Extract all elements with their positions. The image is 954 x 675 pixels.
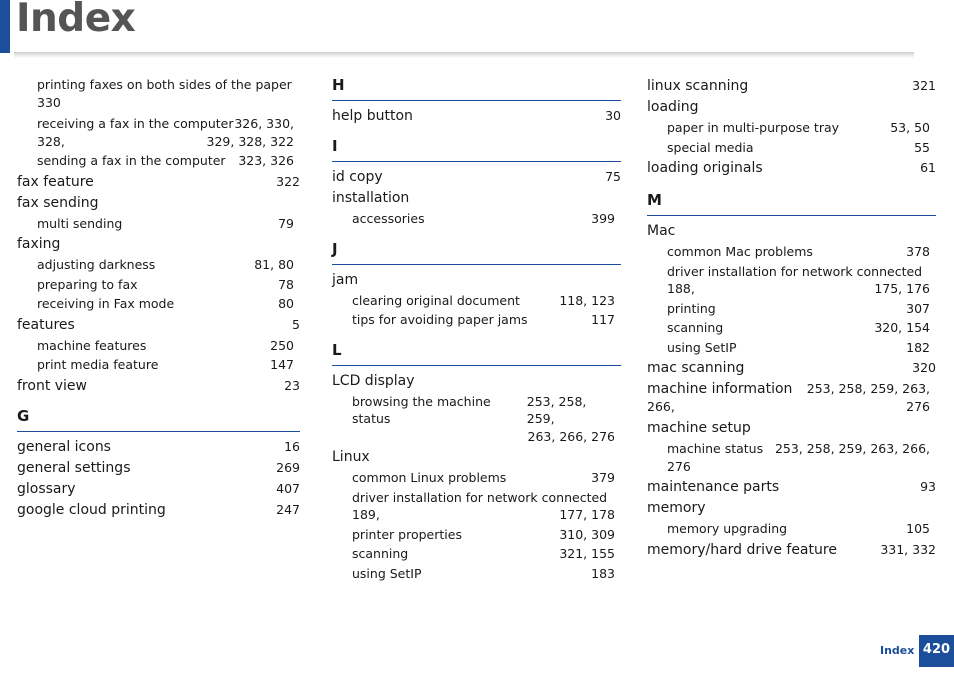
index-subentry: paper in multi-purpose tray 53, 50 (667, 120, 930, 135)
index-subentry: driver installation for network connected 189, 177, 178 (352, 489, 615, 522)
index-entry: Mac (647, 223, 676, 239)
index-subentry: scanning 320, 154 (667, 320, 930, 335)
footer-page-number: 420 (919, 635, 954, 667)
index-entry: id copy 75 (332, 169, 621, 185)
footer-section-label: Index (880, 644, 915, 657)
index-subentry: using SetIP 182 (667, 339, 930, 355)
index-entry: mac scanning 320 (647, 360, 936, 376)
index-subentry: machine status 253, 258, 259, 263, 266, 276 (667, 441, 930, 474)
index-subentry: tips for avoiding paper jams 117 (352, 312, 615, 327)
index-entry: fax sending (17, 194, 99, 211)
index-letter-heading: G (17, 405, 300, 432)
index-entry: loading (647, 99, 699, 115)
index-entry: front view 23 (17, 377, 300, 394)
index-subentry: using SetIP 183 (352, 565, 615, 581)
index-subentry: sending a fax in the computer 323, 326 (37, 153, 294, 168)
index-subentry: printing 307 (667, 300, 930, 316)
index-subentry: preparing to fax 78 (37, 276, 294, 292)
index-letter-heading: I (332, 135, 621, 162)
index-entry: features 5 (17, 316, 300, 333)
index-subentry: memory upgrading 105 (667, 521, 930, 536)
index-letter-heading: H (332, 74, 621, 101)
index-entry: general settings 269 (17, 459, 300, 476)
page-title: Index (16, 0, 136, 41)
index-subentry: clearing original document 118, 123 (352, 292, 615, 308)
index-entry: loading originals 61 (647, 160, 936, 176)
index-subentry: accessories 399 (352, 211, 615, 226)
index-subentry: print media feature 147 (37, 357, 294, 372)
index-entry: general icons 16 (17, 438, 300, 455)
index-subentry: special media 55 (667, 139, 930, 155)
index-entry: machine information 253, 258, 259, 263, 266, 276 (647, 381, 930, 414)
index-letter-heading: L (332, 339, 621, 366)
header-accent-bar (0, 0, 10, 53)
index-letter-heading: J (332, 238, 621, 265)
index-subentry: common Mac problems 378 (667, 244, 930, 259)
index-entry: glossary 407 (17, 480, 300, 497)
index-entry: linux scanning 321 (647, 78, 936, 94)
index-entry: memory (647, 500, 706, 516)
index-subentry: scanning 321, 155 (352, 546, 615, 561)
index-column-2 (332, 74, 621, 584)
index-entry: google cloud printing 247 (17, 501, 300, 518)
title-divider (14, 52, 914, 58)
index-entry: fax feature 322 (17, 173, 300, 190)
index-subentry: common Linux problems 379 (352, 470, 615, 485)
index-subentry: browsing the machine status 253, 258, 259, 263, 266, 276 (352, 393, 615, 444)
index-column-1 (17, 74, 300, 522)
index-subentry: printing faxes on both sides of the paper 330 (37, 77, 292, 110)
index-column-3 (647, 74, 936, 562)
index-entry: Linux (332, 449, 370, 465)
index-subentry: receiving a fax in the computer 326, 330, 328, 329, 328, 322 (37, 116, 294, 149)
index-entry: jam (332, 271, 359, 288)
index-subentry: receiving in Fax mode 80 (37, 296, 294, 311)
index-subentry: multi sending 79 (37, 215, 294, 231)
index-letter-heading: M (647, 189, 936, 216)
index-entry: faxing (17, 236, 61, 252)
index-entry: help button 30 (332, 108, 621, 124)
index-entry: machine setup (647, 420, 751, 436)
index-subentry: machine features 250 (37, 337, 294, 353)
index-entry: installation (332, 190, 410, 206)
index-subentry: printer properties 310, 309 (352, 526, 615, 542)
index-subentry: adjusting darkness 81, 80 (37, 257, 294, 272)
index-subentry: driver installation for network connected 188, 175, 176 (667, 263, 930, 296)
index-entry: maintenance parts 93 (647, 479, 936, 495)
index-entry: LCD display (332, 372, 415, 389)
index-entry: memory/hard drive feature 331, 332 (647, 541, 936, 558)
